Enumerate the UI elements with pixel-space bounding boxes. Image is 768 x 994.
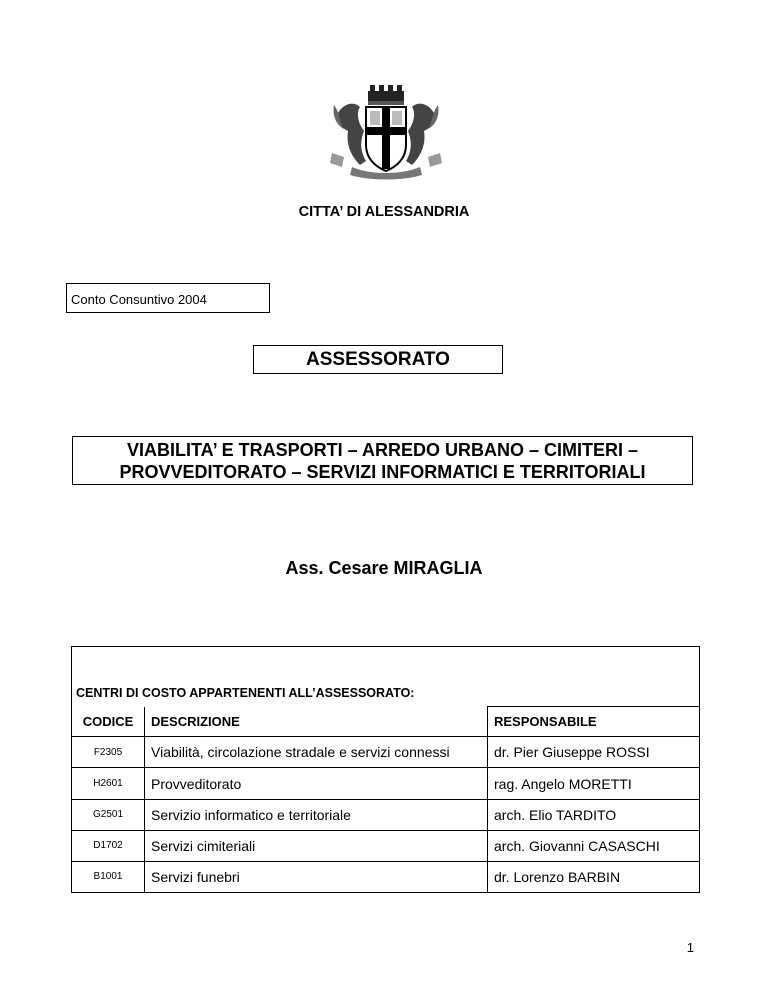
row-description: Servizi cimiteriali [145,830,488,861]
row-description: Servizio informatico e territoriale [145,799,488,830]
row-code: F2305 [72,737,145,768]
table-header-row [72,707,700,737]
cost-centers-table [71,646,700,893]
departments-line-1: VIABILITA’ E TRASPORTI – ARREDO URBANO – CIMITERI – [126,440,639,460]
city-title: CITTA’ DI ALESSANDRIA [298,204,470,220]
row-manager: dr. Lorenzo BARBIN [488,861,700,892]
row-description: Servizi funebri [145,861,488,892]
row-description: Provveditorato [145,768,488,799]
row-description: Viabilità, circolazione stradale e servizi connessi [145,737,488,768]
header-code: CODICE [72,707,145,737]
table-caption: CENTRI DI COSTO APPARTENENTI ALL’ASSESSORATO: [72,647,700,707]
table-row [72,768,700,799]
row-manager: arch. Elio TARDITO [488,799,700,830]
row-code: H2601 [72,768,145,799]
row-manager: dr. Pier Giuseppe ROSSI [488,737,700,768]
departments-line-2: PROVVEDITORATO – SERVIZI INFORMATICI E TERRITORIALI [119,462,646,482]
header-description: DESCRIZIONE [145,707,488,737]
table-row [72,830,700,861]
row-code: G2501 [72,799,145,830]
assessore-name: Ass. Cesare MIRAGLIA [285,558,483,578]
row-manager: arch. Giovanni CASASCHI [488,830,700,861]
page-number: 1 [686,940,694,955]
coat-of-arms-icon [330,83,442,183]
assessorato-title: ASSESSORATO [253,345,503,374]
header-manager: RESPONSABILE [488,707,700,737]
table-caption-row [72,647,700,707]
departments-box [72,436,693,485]
row-manager: rag. Angelo MORETTI [488,768,700,799]
row-code: B1001 [72,861,145,892]
conto-consuntivo-label: Conto Consuntivo 2004 [66,283,270,313]
table-row [72,861,700,892]
table-row [72,799,700,830]
table-row [72,737,700,768]
row-code: D1702 [72,830,145,861]
